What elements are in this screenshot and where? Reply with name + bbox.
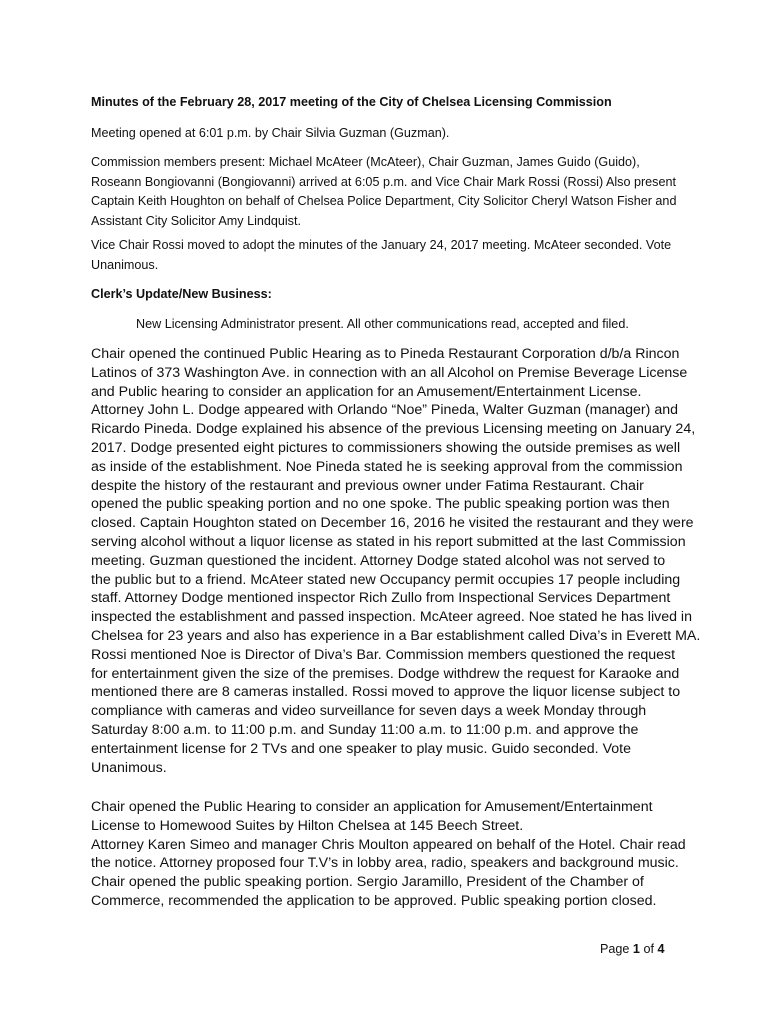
text-line: mentioned there are 8 cameras installed. Rossi moved to approve the liquor license subject to [91, 684, 681, 701]
text-line: the notice. Attorney proposed four T.V’s in lobby area, radio, speakers and background music. [91, 855, 679, 872]
text-line: compliance with cameras and video surveillance for seven days a week Monday through [91, 703, 647, 720]
text-line: meeting. Guzman questioned the incident. Attorney Dodge stated alcohol was not served to [91, 552, 666, 569]
text-line: 2017. Dodge presented eight pictures to commissioners showing the outside premises as well [91, 439, 681, 456]
text-line: Assistant City Solicitor Amy Lindquist. [91, 213, 301, 228]
text-line: Captain Keith Houghton on behalf of Chelsea Police Department, City Solicitor Cheryl Watson Fisher and [91, 194, 677, 208]
text-line: Commission members present: Michael McAteer (McAteer), Chair Guzman, James Guido (Guido), [91, 155, 640, 169]
members-present-paragraph [91, 153, 691, 231]
text-line: Rossi mentioned Noe is Director of Diva’s Bar. Commission members questioned the request [91, 646, 676, 663]
text-line: Chelsea for 23 years and also has experience in a Bar establishment called Diva’s in Everett MA. [91, 627, 701, 644]
text-line: the public but to a friend. McAteer stated new Occupancy permit occupies 17 people including [91, 571, 681, 588]
page-number-footer [600, 942, 664, 956]
text-line: Vice Chair Rossi moved to adopt the minutes of the January 24, 2017 meeting. McAteer seconded. Vote [91, 238, 672, 252]
text-line: Commerce, recommended the application to be approved. Public speaking portion closed. [91, 892, 657, 909]
document-title: Minutes of the February 28, 2017 meeting of the City of Chelsea Licensing Commission [91, 95, 612, 109]
text-line: Chair opened the public speaking portion. Sergio Jaramillo, President of the Chamber of [91, 874, 644, 891]
text-line: closed. Captain Houghton stated on December 16, 2016 he visited the restaurant and they were [91, 515, 694, 532]
text-line: as inside of the establishment. Noe Pineda stated he is seeking approval from the commission [91, 458, 683, 475]
page-total: 4 [657, 942, 665, 956]
pineda-hearing-paragraph [91, 345, 701, 777]
text-line: and Public hearing to consider an application for an Amusement/Entertainment License. [91, 383, 642, 400]
page-label: Page [600, 942, 630, 956]
text-line: serving alcohol without a liquor license as stated in his report submitted at the last Commission [91, 533, 686, 550]
text-line: inspected the establishment and passed inspection. McAteer agreed. Noe stated he has lived in [91, 609, 692, 626]
text-line: Unanimous. [91, 759, 167, 776]
text-line: for entertainment given the size of the premises. Dodge withdrew the request for Karaoke and [91, 665, 680, 682]
meeting-opened-text: Meeting opened at 6:01 p.m. by Chair Silvia Guzman (Guzman). [91, 126, 450, 140]
text-line: staff. Attorney Dodge mentioned inspector Rich Zullo from Inspectional Services Department [91, 590, 671, 607]
text-line: Attorney John L. Dodge appeared with Orlando “Noe” Pineda, Walter Guzman (manager) and [91, 402, 678, 419]
text-line: entertainment license for 2 TVs and one speaker to play music. Guido seconded. Vote [91, 740, 631, 757]
text-line: opened the public speaking portion and no one spoke. The public speaking portion was then [91, 496, 670, 513]
text-line: Ricardo Pineda. Dodge explained his absence of the previous Licensing meeting on January 24, [91, 421, 696, 438]
minutes-adoption-paragraph [91, 236, 691, 275]
clerk-update-text: New Licensing Administrator present. All other communications read, accepted and filed. [136, 317, 629, 331]
text-line: Roseann Bongiovanni (Bongiovanni) arrived at 6:05 p.m. and Vice Chair Mark Rossi (Rossi) Also present [91, 174, 676, 189]
text-line: Chair opened the Public Hearing to consider an application for Amusement/Entertainment [91, 799, 653, 815]
text-line: Chair opened the continued Public Hearing as to Pineda Restaurant Corporation d/b/a Rincon [91, 346, 680, 362]
homewood-hearing-paragraph [91, 798, 691, 911]
page-current: 1 [632, 942, 640, 956]
text-line: Unanimous. [91, 257, 159, 272]
page-of-label: of [643, 942, 654, 956]
clerk-update-heading: Clerk’s Update/New Business: [91, 287, 272, 301]
text-line: License to Homewood Suites by Hilton Chelsea at 145 Beech Street. [91, 817, 524, 834]
text-line: despite the history of the restaurant and previous owner under Fatima Restaurant. Chair [91, 477, 644, 494]
text-line: Latinos of 373 Washington Ave. in connection with an all Alcohol on Premise Beverage License [91, 364, 688, 381]
text-line: Attorney Karen Simeo and manager Chris Moulton appeared on behalf of the Hotel. Chair read [91, 836, 686, 853]
text-line: Saturday 8:00 a.m. to 11:00 p.m. and Sunday 11:00 a.m. to 11:00 p.m. and approve the [91, 721, 639, 738]
